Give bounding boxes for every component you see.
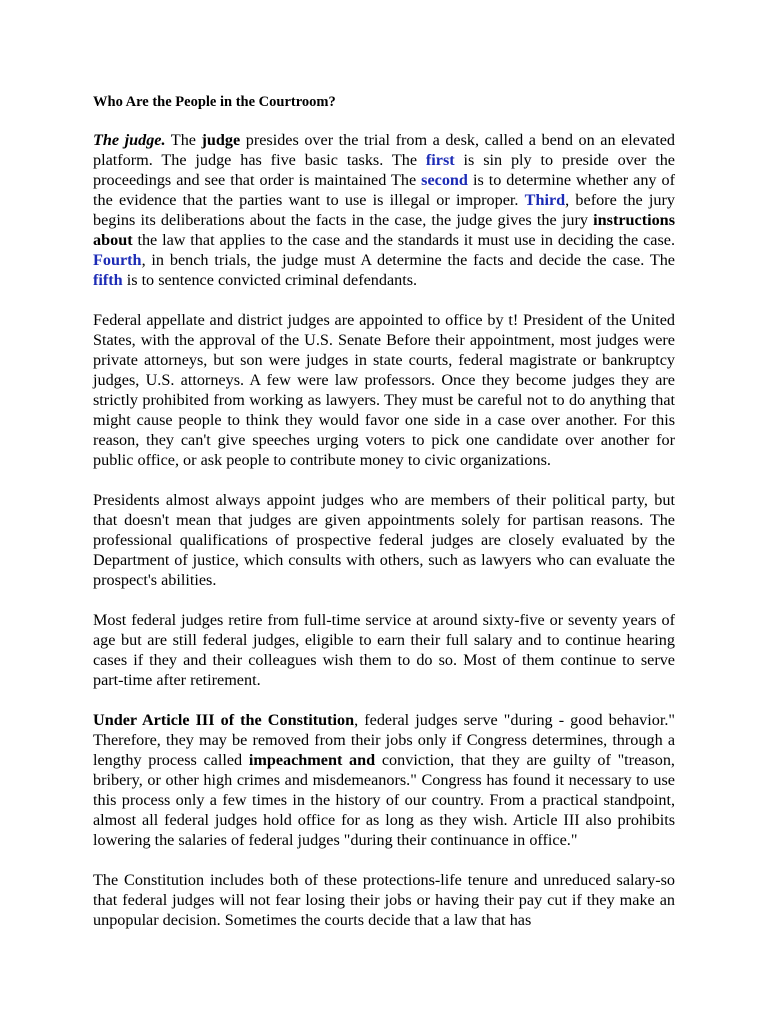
task-first: first bbox=[425, 151, 455, 169]
lead-article-iii: Under Article III of the Constitution bbox=[93, 711, 355, 729]
lead-the-judge: The judge. bbox=[93, 131, 166, 149]
term-judge: judge bbox=[201, 131, 241, 149]
text-segment: conviction, that they are guilty of "treason, bribery, or other high crimes and misdemeanors." Congress has found it necessary to use this process only a few times in the history of our country. From a practical standpoint, almost all federal judges hold office for as long as they wish. Article III also prohibits lowering the salaries of federal judges "during their continuance in office." bbox=[93, 751, 675, 849]
paragraph-article-iii bbox=[93, 710, 675, 850]
paragraph-presidents: Presidents almost always appoint judges who are members of their political party, but that doesn't mean that judges are given appointments solely for partisan reasons. The professional qualifications of prospective federal judges are closely evaluated by the Department of justice, which consults with others, such as lawyers who can evaluate the prospect's abilities. bbox=[93, 491, 675, 589]
text-segment: presides over the trial from a desk, called a bend on an elevated platform. The judge has five basic tasks. The bbox=[93, 131, 676, 169]
text-segment: , federal judges serve "during - good behavior." Therefore, they may be removed from their jobs only if Congress determines, through a lengthy process called bbox=[93, 711, 675, 769]
text-segment: is to determine whether any of the evidence that the parties want to use is illegal or improper. bbox=[93, 171, 675, 209]
task-fourth: Fourth bbox=[93, 251, 142, 269]
term-instructions-about: instructions about bbox=[93, 211, 675, 249]
document-page bbox=[93, 92, 675, 950]
text-segment: the law that applies to the case and the standards it must use in deciding the case. bbox=[132, 231, 675, 249]
page-title: Who Are the People in the Courtroom? bbox=[93, 94, 336, 110]
paragraph-retirement: Most federal judges retire from full-time service at around sixty-five or seventy years of age but are still federal judges, eligible to earn their full salary and to continue hearing cases if they and their colleagues wish them to do so. Most of them continue to serve part-time after retirement. bbox=[93, 611, 675, 689]
task-second: second bbox=[421, 171, 468, 189]
text-segment: is to sentence convicted criminal defendants. bbox=[122, 271, 418, 289]
text-segment: , before the jury begins its deliberations about the facts in the case, the judge gives the jury bbox=[93, 191, 675, 229]
text-segment: is sin ply to preside over the proceedings and see that order is maintained The bbox=[93, 151, 675, 189]
paragraph-appointment: Federal appellate and district judges are appointed to office by t! President of the United States, with the approval of the U.S. Senate Before their appointment, most judges were private attorneys, but son were judges in state courts, federal magistrate or bankruptcy judges, U.S. attorneys. A few were law professors. Once they become judges they are strictly prohibited from working as lawyers. They must be careful not to do anything that might cause people to think they would favor one side in a case over another. For this reason, they can't give speeches urging voters to pick one candidate over another for public office, or ask people to contribute money to civic organizations. bbox=[93, 311, 675, 469]
paragraph-judge bbox=[93, 130, 675, 290]
task-third: Third bbox=[524, 191, 566, 209]
task-fifth: fifth bbox=[93, 271, 123, 289]
text-segment: The bbox=[165, 131, 202, 149]
paragraph-protections: The Constitution includes both of these protections-life tenure and unreduced salary-so that federal judges will not fear losing their jobs or having their pay cut if they make an unpopular decision. Sometimes the courts decide that a law that has bbox=[93, 871, 675, 929]
term-impeachment: impeachment and bbox=[248, 751, 376, 769]
text-segment: , in bench trials, the judge must A determine the facts and decide the case. The bbox=[141, 251, 675, 269]
